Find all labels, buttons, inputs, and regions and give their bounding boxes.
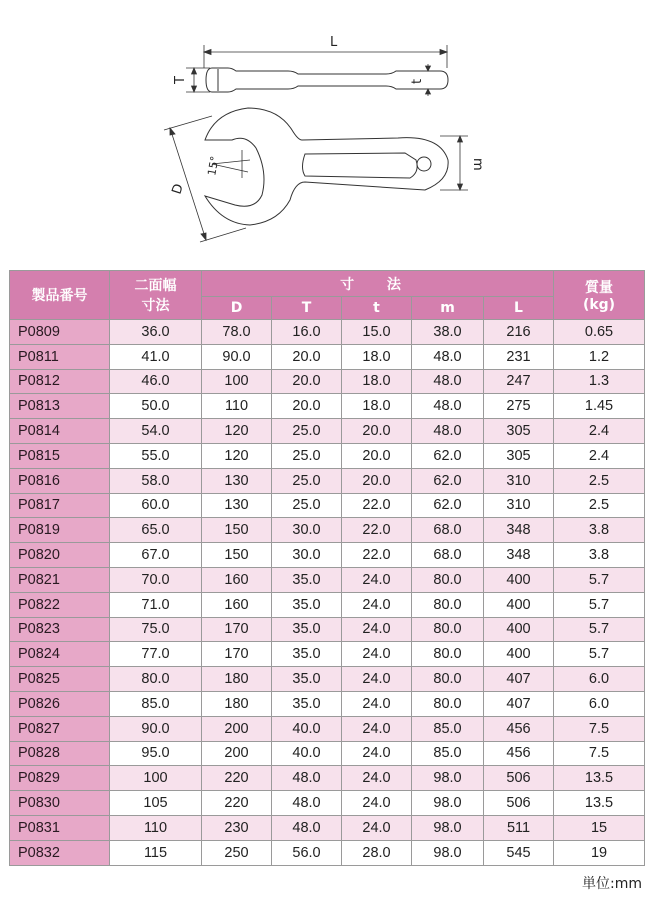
cell-width: 65.0: [110, 518, 202, 543]
cell-width: 41.0: [110, 344, 202, 369]
table-row: [10, 419, 645, 444]
cell-d: 78.0: [202, 320, 272, 345]
cell-width: 46.0: [110, 369, 202, 394]
table-row: [10, 320, 645, 345]
cell-mass: 5.7: [554, 567, 645, 592]
cell-l: 216: [484, 320, 554, 345]
cell-width: 77.0: [110, 642, 202, 667]
cell-model: P0831: [10, 815, 110, 840]
table-row: [10, 667, 645, 692]
table-row: [10, 642, 645, 667]
cell-model: P0825: [10, 667, 110, 692]
cell-t: 35.0: [272, 667, 342, 692]
cell-d: 250: [202, 840, 272, 865]
cell-l: 305: [484, 443, 554, 468]
wrench-diagram: [0, 0, 650, 265]
header-dimensions: 寸 法: [202, 271, 554, 297]
cell-m: 80.0: [412, 592, 484, 617]
cell-t: 48.0: [272, 815, 342, 840]
table-row: [10, 493, 645, 518]
cell-model: P0832: [10, 840, 110, 865]
spec-table: [9, 270, 645, 866]
header-t: t: [342, 297, 412, 320]
cell-t: 22.0: [342, 518, 412, 543]
cell-m: 48.0: [412, 419, 484, 444]
cell-d: 200: [202, 716, 272, 741]
cell-d: 90.0: [202, 344, 272, 369]
cell-l: 545: [484, 840, 554, 865]
cell-l: 407: [484, 667, 554, 692]
cell-model: P0819: [10, 518, 110, 543]
cell-mass: 2.5: [554, 493, 645, 518]
cell-m: 68.0: [412, 518, 484, 543]
cell-mass: 7.5: [554, 741, 645, 766]
cell-model: P0812: [10, 369, 110, 394]
cell-t: 24.0: [342, 642, 412, 667]
table-row: [10, 394, 645, 419]
table-row: [10, 840, 645, 865]
cell-d: 110: [202, 394, 272, 419]
cell-width: 80.0: [110, 667, 202, 692]
cell-m: 85.0: [412, 741, 484, 766]
cell-t: 18.0: [342, 344, 412, 369]
cell-m: 38.0: [412, 320, 484, 345]
cell-t: 28.0: [342, 840, 412, 865]
cell-t: 35.0: [272, 642, 342, 667]
cell-t: 25.0: [272, 443, 342, 468]
cell-t: 20.0: [342, 419, 412, 444]
cell-model: P0813: [10, 394, 110, 419]
cell-mass: 2.5: [554, 468, 645, 493]
spec-table-body: [10, 320, 645, 866]
table-row: [10, 691, 645, 716]
cell-t: 35.0: [272, 617, 342, 642]
cell-t: 30.0: [272, 518, 342, 543]
cell-mass: 5.7: [554, 592, 645, 617]
cell-model: P0817: [10, 493, 110, 518]
cell-d: 180: [202, 691, 272, 716]
table-row: [10, 617, 645, 642]
cell-t: 25.0: [272, 468, 342, 493]
cell-mass: 13.5: [554, 766, 645, 791]
cell-l: 456: [484, 741, 554, 766]
cell-model: P0821: [10, 567, 110, 592]
cell-t: 48.0: [272, 791, 342, 816]
cell-t: 20.0: [272, 369, 342, 394]
cell-m: 80.0: [412, 567, 484, 592]
table-row: [10, 543, 645, 568]
cell-t: 24.0: [342, 567, 412, 592]
cell-t: 22.0: [342, 543, 412, 568]
cell-model: P0830: [10, 791, 110, 816]
cell-m: 80.0: [412, 691, 484, 716]
cell-l: 400: [484, 642, 554, 667]
cell-model: P0809: [10, 320, 110, 345]
table-row: [10, 815, 645, 840]
cell-t: 22.0: [342, 493, 412, 518]
label-T: T: [173, 76, 188, 84]
cell-t: 18.0: [342, 394, 412, 419]
cell-model: P0823: [10, 617, 110, 642]
cell-t: 35.0: [272, 592, 342, 617]
cell-model: P0815: [10, 443, 110, 468]
cell-mass: 5.7: [554, 617, 645, 642]
cell-mass: 1.45: [554, 394, 645, 419]
cell-t: 30.0: [272, 543, 342, 568]
cell-l: 310: [484, 468, 554, 493]
table-row: [10, 741, 645, 766]
cell-width: 60.0: [110, 493, 202, 518]
cell-d: 120: [202, 443, 272, 468]
cell-d: 200: [202, 741, 272, 766]
header-L: L: [484, 297, 554, 320]
cell-t: 48.0: [272, 766, 342, 791]
cell-t: 24.0: [342, 815, 412, 840]
cell-l: 231: [484, 344, 554, 369]
cell-t: 20.0: [342, 443, 412, 468]
header-mass-line1: 質量: [585, 280, 614, 296]
dimension-L: [204, 45, 447, 68]
cell-d: 170: [202, 617, 272, 642]
cell-model: P0828: [10, 741, 110, 766]
header-T: T: [272, 297, 342, 320]
cell-model: P0829: [10, 766, 110, 791]
cell-l: 400: [484, 617, 554, 642]
cell-t: 24.0: [342, 617, 412, 642]
cell-l: 348: [484, 543, 554, 568]
label-t: t: [410, 78, 425, 84]
cell-d: 230: [202, 815, 272, 840]
header-width-line2: 寸法: [141, 298, 170, 314]
cell-l: 310: [484, 493, 554, 518]
label-angle: 15°: [205, 155, 222, 177]
cell-d: 220: [202, 791, 272, 816]
cell-t: 16.0: [272, 320, 342, 345]
table-row: [10, 344, 645, 369]
cell-model: P0824: [10, 642, 110, 667]
cell-width: 75.0: [110, 617, 202, 642]
cell-t: 15.0: [342, 320, 412, 345]
cell-t: 24.0: [342, 766, 412, 791]
cell-d: 160: [202, 567, 272, 592]
header-model: 製品番号: [10, 271, 110, 320]
cell-m: 48.0: [412, 394, 484, 419]
cell-m: 48.0: [412, 344, 484, 369]
header-m: m: [412, 297, 484, 320]
cell-width: 90.0: [110, 716, 202, 741]
cell-mass: 6.0: [554, 691, 645, 716]
unit-note: 単位:mm: [582, 876, 642, 892]
cell-model: P0820: [10, 543, 110, 568]
label-D: D: [169, 182, 187, 197]
table-row: [10, 592, 645, 617]
cell-t: 24.0: [342, 791, 412, 816]
cell-t: 35.0: [272, 691, 342, 716]
cell-width: 100: [110, 766, 202, 791]
label-L: L: [330, 35, 338, 50]
wrench-front-view: [205, 108, 448, 225]
cell-l: 400: [484, 567, 554, 592]
cell-l: 275: [484, 394, 554, 419]
cell-m: 48.0: [412, 369, 484, 394]
cell-mass: 3.8: [554, 543, 645, 568]
cell-model: P0814: [10, 419, 110, 444]
cell-t: 20.0: [342, 468, 412, 493]
cell-m: 62.0: [412, 493, 484, 518]
cell-l: 247: [484, 369, 554, 394]
table-row: [10, 443, 645, 468]
cell-model: P0811: [10, 344, 110, 369]
cell-width: 115: [110, 840, 202, 865]
cell-m: 98.0: [412, 815, 484, 840]
cell-mass: 7.5: [554, 716, 645, 741]
cell-t: 24.0: [342, 667, 412, 692]
cell-width: 36.0: [110, 320, 202, 345]
table-row: [10, 766, 645, 791]
cell-d: 220: [202, 766, 272, 791]
cell-width: 67.0: [110, 543, 202, 568]
cell-t: 20.0: [272, 394, 342, 419]
cell-d: 150: [202, 518, 272, 543]
cell-t: 24.0: [342, 592, 412, 617]
table-row: [10, 369, 645, 394]
cell-t: 25.0: [272, 493, 342, 518]
cell-mass: 1.2: [554, 344, 645, 369]
header-D: D: [202, 297, 272, 320]
cell-model: P0822: [10, 592, 110, 617]
cell-width: 95.0: [110, 741, 202, 766]
cell-d: 180: [202, 667, 272, 692]
cell-t: 25.0: [272, 419, 342, 444]
cell-m: 80.0: [412, 617, 484, 642]
cell-mass: 15: [554, 815, 645, 840]
cell-mass: 2.4: [554, 443, 645, 468]
table-row: [10, 791, 645, 816]
cell-m: 62.0: [412, 443, 484, 468]
cell-t: 24.0: [342, 741, 412, 766]
header-width: [110, 271, 202, 320]
header-mass-line2: (kg): [582, 297, 616, 313]
table-row: [10, 518, 645, 543]
cell-t: 18.0: [342, 369, 412, 394]
cell-model: P0827: [10, 716, 110, 741]
table-row: [10, 567, 645, 592]
cell-mass: 13.5: [554, 791, 645, 816]
cell-width: 55.0: [110, 443, 202, 468]
cell-mass: 3.8: [554, 518, 645, 543]
cell-model: P0826: [10, 691, 110, 716]
cell-t: 56.0: [272, 840, 342, 865]
cell-d: 130: [202, 468, 272, 493]
cell-t: 40.0: [272, 716, 342, 741]
cell-d: 150: [202, 543, 272, 568]
cell-l: 506: [484, 791, 554, 816]
cell-m: 98.0: [412, 791, 484, 816]
cell-m: 62.0: [412, 468, 484, 493]
cell-width: 105: [110, 791, 202, 816]
cell-width: 54.0: [110, 419, 202, 444]
table-row: [10, 716, 645, 741]
cell-l: 305: [484, 419, 554, 444]
cell-m: 98.0: [412, 840, 484, 865]
cell-mass: 1.3: [554, 369, 645, 394]
cell-mass: 0.65: [554, 320, 645, 345]
cell-width: 110: [110, 815, 202, 840]
cell-l: 348: [484, 518, 554, 543]
header-width-line1: 二面幅: [134, 278, 177, 294]
cell-d: 130: [202, 493, 272, 518]
cell-m: 80.0: [412, 642, 484, 667]
cell-l: 511: [484, 815, 554, 840]
cell-width: 85.0: [110, 691, 202, 716]
cell-d: 160: [202, 592, 272, 617]
cell-t: 20.0: [272, 344, 342, 369]
cell-t: 40.0: [272, 741, 342, 766]
table-row: [10, 468, 645, 493]
cell-mass: 2.4: [554, 419, 645, 444]
label-m: m: [470, 158, 485, 171]
cell-mass: 6.0: [554, 667, 645, 692]
cell-m: 68.0: [412, 543, 484, 568]
header-mass: [554, 271, 645, 320]
cell-m: 98.0: [412, 766, 484, 791]
cell-mass: 19: [554, 840, 645, 865]
cell-l: 407: [484, 691, 554, 716]
cell-width: 50.0: [110, 394, 202, 419]
cell-t: 35.0: [272, 567, 342, 592]
cell-m: 85.0: [412, 716, 484, 741]
cell-l: 456: [484, 716, 554, 741]
cell-l: 506: [484, 766, 554, 791]
cell-d: 120: [202, 419, 272, 444]
cell-mass: 5.7: [554, 642, 645, 667]
cell-d: 170: [202, 642, 272, 667]
cell-t: 24.0: [342, 691, 412, 716]
cell-width: 70.0: [110, 567, 202, 592]
cell-m: 80.0: [412, 667, 484, 692]
cell-model: P0816: [10, 468, 110, 493]
cell-d: 100: [202, 369, 272, 394]
cell-l: 400: [484, 592, 554, 617]
cell-width: 71.0: [110, 592, 202, 617]
cell-t: 24.0: [342, 716, 412, 741]
cell-width: 58.0: [110, 468, 202, 493]
